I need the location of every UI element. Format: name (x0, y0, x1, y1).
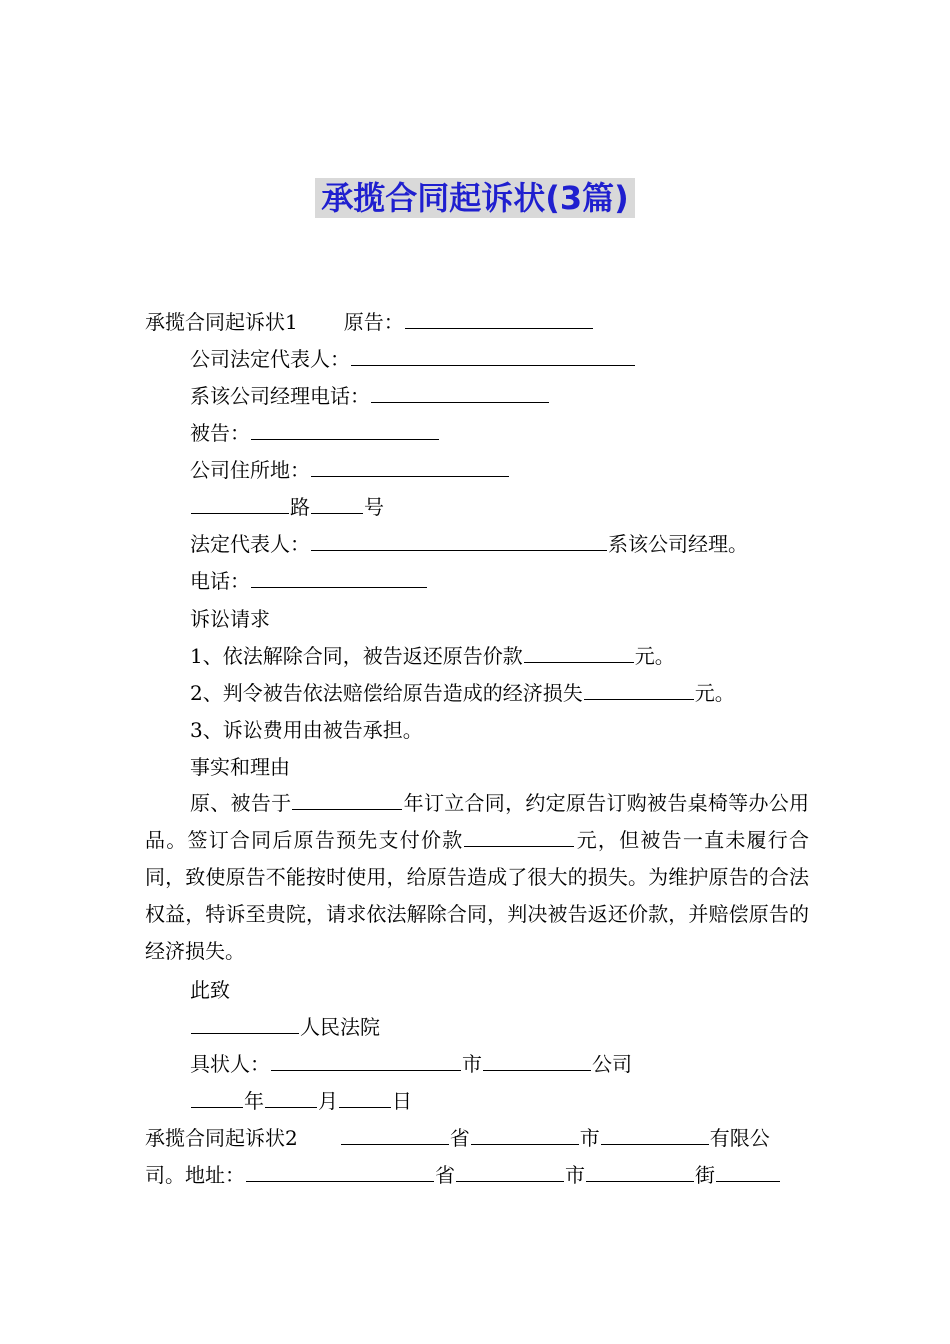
doc2-address-city-blank (456, 1162, 564, 1182)
doc2-ltd-label: 有限公 (709, 1126, 770, 1150)
closing-line (190, 976, 810, 1004)
facts-heading-text: 事实和理由 (190, 755, 290, 779)
facts-price-blank (464, 827, 574, 847)
facts-paragraph (145, 785, 809, 970)
facts-text-a: 原、被告于 (190, 791, 292, 815)
defendant-line (190, 419, 810, 447)
signer-line (190, 1050, 810, 1078)
doc1-heading: 承揽合同起诉状1 (145, 310, 298, 334)
signer-blank (271, 1051, 461, 1071)
address-label: 公司住所地： (190, 458, 310, 482)
month-blank (265, 1088, 317, 1108)
doc2-ltd-blank (601, 1125, 709, 1145)
claim-3 (190, 716, 810, 744)
number-label: 号 (364, 495, 384, 519)
claims-heading (190, 605, 810, 633)
doc2-city-label: 市 (579, 1126, 600, 1150)
defendant-blank (251, 420, 439, 440)
doc2-address-line (145, 1161, 815, 1189)
road-label: 路 (290, 495, 310, 519)
phone-line (190, 567, 810, 595)
signer-label: 具状人： (190, 1052, 270, 1076)
signer-company-blank (483, 1051, 591, 1071)
doc2-province-blank (341, 1125, 449, 1145)
doc2-city-blank (471, 1125, 579, 1145)
claim-2 (190, 679, 810, 707)
defendant-label: 被告： (190, 421, 250, 445)
doc2-province-label: 省 (449, 1126, 470, 1150)
phone-label: 电话： (190, 569, 250, 593)
road-line (190, 493, 810, 521)
rep-blank (351, 346, 635, 366)
legal-rep-line (190, 530, 810, 558)
claim-2-unit: 元。 (694, 681, 735, 705)
claim-2-text: 2、判令被告依法赔偿给原告造成的经济损失 (190, 681, 583, 705)
doc2-street-trailing-blank (716, 1162, 780, 1182)
legal-rep-blank (311, 531, 607, 551)
facts-heading (190, 753, 810, 781)
signer-company-label: 公司 (592, 1052, 632, 1076)
doc2-address-label: 司。地址： (145, 1163, 245, 1187)
year-blank (191, 1088, 243, 1108)
manager-phone-blank (371, 383, 549, 403)
claim-1-text: 1、依法解除合同，被告返还原告价款 (190, 644, 523, 668)
day-label: 日 (392, 1089, 412, 1113)
doc2-street-label: 街 (695, 1163, 715, 1187)
facts-text-c: 元，但被告一直未履行合同，致使原告不能按时使用，给原告造成了很大的损失。为维护原告的合法权益，特诉至贵院，请求依法解除合同，判决被告返还价款，并赔偿原告的经济损失。 (145, 828, 810, 963)
doc2-address-blank (246, 1162, 434, 1182)
claim-2-blank (584, 680, 694, 700)
facts-year-blank (292, 790, 402, 810)
claims-heading-text: 诉讼请求 (190, 607, 270, 631)
phone-blank (251, 568, 427, 588)
doc2-street-blank (586, 1162, 694, 1182)
court-line (190, 1013, 810, 1041)
title-text: 承揽合同起诉状(3篇) (315, 178, 635, 218)
court-blank (191, 1014, 299, 1034)
legal-rep-label: 法定代表人： (190, 532, 310, 556)
year-label: 年 (244, 1089, 264, 1113)
doc2-heading-line (145, 1124, 815, 1152)
court-label: 人民法院 (300, 1015, 380, 1039)
month-label: 月 (318, 1089, 338, 1113)
closing-text: 此致 (190, 978, 230, 1002)
legal-rep-suffix: 系该公司经理。 (608, 532, 748, 556)
plaintiff-blank (405, 309, 593, 329)
doc2-heading: 承揽合同起诉状2 (145, 1126, 298, 1150)
doc1-heading-line (145, 308, 815, 336)
signer-city-label: 市 (462, 1052, 482, 1076)
date-line (190, 1087, 810, 1115)
rep-line (190, 345, 810, 373)
address-line (190, 456, 810, 484)
doc2-address-province: 省 (435, 1163, 455, 1187)
number-blank (311, 494, 363, 514)
day-blank (339, 1088, 391, 1108)
doc2-address-city: 市 (565, 1163, 585, 1187)
document-title (0, 178, 950, 218)
plaintiff-label: 原告： (343, 310, 404, 334)
facts-text-b: 年订立合同，约定原告订购被告桌椅等办公用品。签订合同后原告预先支付价款 (145, 791, 810, 852)
address-blank (311, 457, 509, 477)
manager-phone-line (190, 382, 810, 410)
claim-1 (190, 642, 810, 670)
road-blank (191, 494, 289, 514)
rep-label: 公司法定代表人： (190, 347, 350, 371)
claim-1-blank (524, 643, 634, 663)
claim-1-unit: 元。 (634, 644, 675, 668)
claim-3-text: 3、诉讼费用由被告承担。 (190, 718, 423, 742)
manager-phone-label: 系该公司经理电话： (190, 384, 370, 408)
